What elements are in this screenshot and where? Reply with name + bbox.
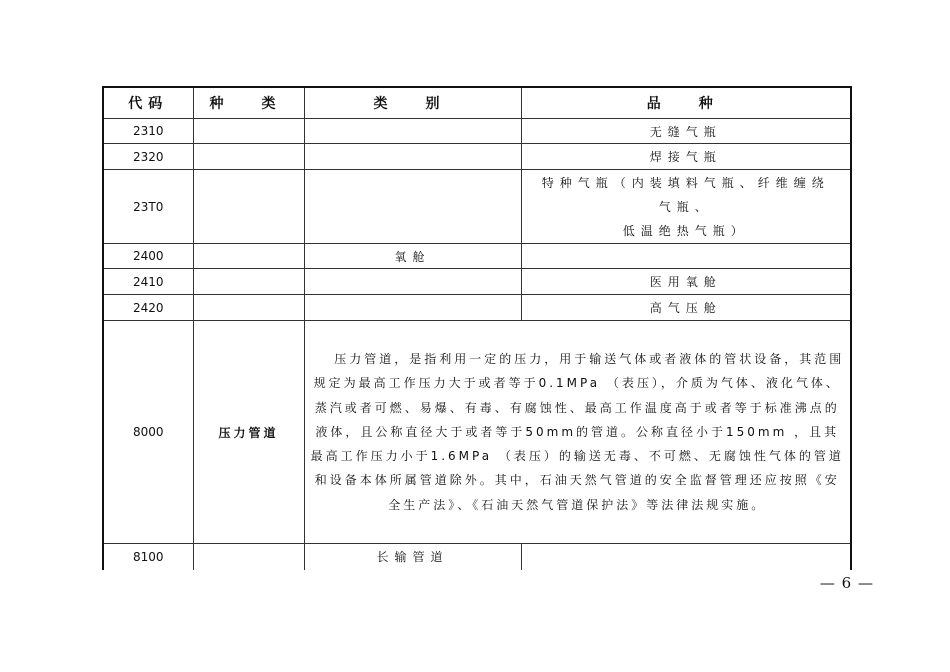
kind-cell xyxy=(193,170,304,244)
variety-cell: 焊接气瓶 xyxy=(521,144,851,170)
table-row xyxy=(103,544,851,570)
page-number: — 6 — xyxy=(819,574,874,592)
table-row xyxy=(103,119,851,144)
code-cell: 2410 xyxy=(103,269,193,295)
category-cell xyxy=(304,119,521,144)
kind-cell xyxy=(193,269,304,295)
kind-cell: 压力管道 xyxy=(193,321,304,544)
code-cell: 23T0 xyxy=(103,170,193,244)
variety-cell xyxy=(521,544,851,570)
table-row xyxy=(103,244,851,269)
category-cell xyxy=(304,295,521,321)
table-row xyxy=(103,170,851,244)
category-cell xyxy=(304,170,521,244)
variety-line: 低温绝热气瓶） xyxy=(622,223,749,238)
code-cell: 8100 xyxy=(103,544,193,570)
header-variety: 品 种 xyxy=(521,87,851,119)
header-code: 代码 xyxy=(103,87,193,119)
category-cell: 长输管道 xyxy=(304,544,521,570)
equipment-catalog-table xyxy=(102,86,852,570)
pressure-pipeline-description: 压力管道，是指利用一定的压力，用于输送气体或者液体的管状设备，其范围规定为最高工作压力大于或者等于0.1MPa （表压），介质为气体、液化气体、蒸汽或者可燃、易爆、有毒、有腐蚀性、最高工作温度高于或者等于标准沸点的液体，且公称直径大于或者等于50mm的管道。公称直径小于150mm ，且其最高工作压力小于1.6MPa （表压）的输送无毒、不可燃、无腐蚀性气体的管道和设备本体所属管道除外。其中，石油天然气管道的安全监督管理还应按照《安全生产法》、《石油天然气管道保护法》等法律法规实施。 xyxy=(304,321,851,544)
variety-line: 特种气瓶（内装填料气瓶、纤维缠绕 xyxy=(541,175,830,190)
category-cell xyxy=(304,269,521,295)
header-kind: 种 类 xyxy=(193,87,304,119)
kind-cell xyxy=(193,544,304,570)
table-row xyxy=(103,321,851,544)
variety-line: 气瓶、 xyxy=(658,199,713,214)
category-cell: 氧舱 xyxy=(304,244,521,269)
variety-cell xyxy=(521,170,851,244)
kind-cell xyxy=(193,295,304,321)
header-row xyxy=(103,87,851,119)
category-cell xyxy=(304,144,521,170)
header-category: 类 别 xyxy=(304,87,521,119)
code-cell: 2320 xyxy=(103,144,193,170)
code-cell: 2420 xyxy=(103,295,193,321)
code-cell: 2400 xyxy=(103,244,193,269)
code-cell: 8000 xyxy=(103,321,193,544)
code-cell: 2310 xyxy=(103,119,193,144)
variety-cell: 无缝气瓶 xyxy=(521,119,851,144)
variety-cell: 高气压舱 xyxy=(521,295,851,321)
variety-cell: 医用氧舱 xyxy=(521,269,851,295)
variety-cell xyxy=(521,244,851,269)
table-row xyxy=(103,295,851,321)
table-row xyxy=(103,269,851,295)
kind-cell xyxy=(193,144,304,170)
kind-cell xyxy=(193,119,304,144)
kind-cell xyxy=(193,244,304,269)
table-row xyxy=(103,144,851,170)
